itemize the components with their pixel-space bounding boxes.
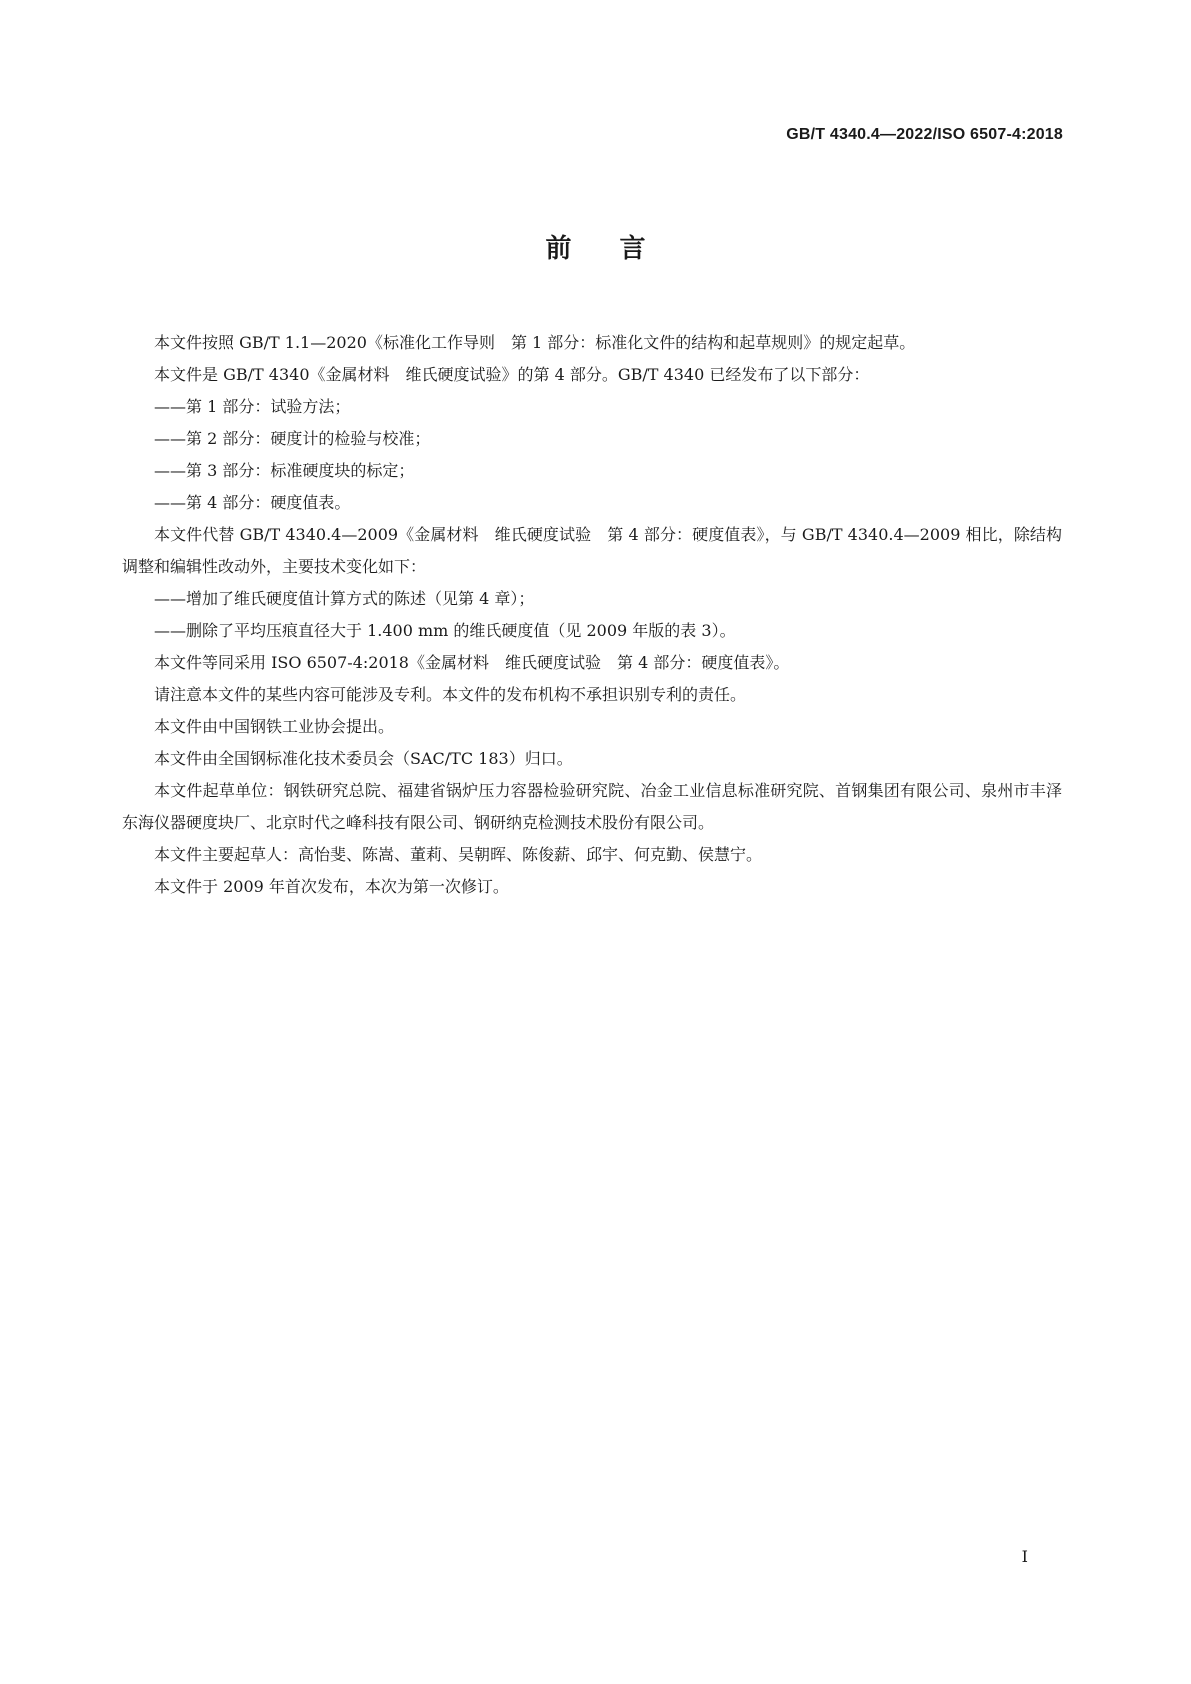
paragraph-replaces: 本文件代替 GB/T 4340.4—2009《金属材料 维氏硬度试验 第 4 部分：硬度值表》，与 GB/T 4340.4—2009 相比，除结构调整和编辑性改动外，主要技术变化如下： bbox=[122, 525, 1062, 576]
page-number: I bbox=[1021, 1547, 1028, 1566]
paragraph-drafting-rules: 本文件按照 GB/T 1.1—2020《标准化工作导则 第 1 部分：标准化文件的结构和起草规则》的规定起草。 bbox=[154, 333, 916, 352]
paragraph-patent-notice: 请注意本文件的某些内容可能涉及专利。本文件的发布机构不承担识别专利的责任。 bbox=[154, 685, 747, 704]
list-item: ——删除了平均压痕直径大于 1.400 mm 的维氏硬度值（见 2009 年版的表 3）。 bbox=[154, 621, 736, 640]
page-title: 前言 bbox=[545, 234, 694, 264]
paragraph-under-jurisdiction: 本文件由全国钢标准化技术委员会（SAC/TC 183）归口。 bbox=[154, 749, 573, 768]
paragraph-series-parts: 本文件是 GB/T 4340《金属材料 维氏硬度试验》的第 4 部分。GB/T 4340 已经发布了以下部分： bbox=[154, 365, 870, 384]
paragraph-proposed-by: 本文件由中国钢铁工业协会提出。 bbox=[154, 717, 395, 736]
paragraph-iso-adoption: 本文件等同采用 ISO 6507-4:2018《金属材料 维氏硬度试验 第 4 部分：硬度值表》。 bbox=[154, 653, 790, 672]
list-item: ——第 1 部分：试验方法； bbox=[154, 397, 351, 416]
paragraph-drafting-units: 本文件起草单位：钢铁研究总院、福建省锅炉压力容器检验研究院、冶金工业信息标准研究院、首钢集团有限公司、泉州市丰泽东海仪器硬度块厂、北京时代之峰科技有限公司、钢研纳克检测技术股份有限公司。 bbox=[122, 781, 1062, 832]
foreword-body bbox=[122, 327, 1062, 903]
list-item: ——第 2 部分：硬度计的检验与校准； bbox=[154, 429, 431, 448]
list-item: ——增加了维氏硬度值计算方式的陈述（见第 4 章）； bbox=[154, 589, 535, 608]
standard-code: GB/T 4340.4—2022/ISO 6507-4:2018 bbox=[786, 126, 1063, 143]
paragraph-drafters: 本文件主要起草人：高怡斐、陈嵩、董莉、吴朝晖、陈俊薪、邱宇、何克勤、侯慧宁。 bbox=[154, 845, 763, 864]
list-item: ——第 3 部分：标准硬度块的标定； bbox=[154, 461, 415, 480]
list-item: ——第 4 部分：硬度值表。 bbox=[154, 493, 351, 512]
paragraph-publication-history: 本文件于 2009 年首次发布，本次为第一次修订。 bbox=[154, 877, 509, 896]
